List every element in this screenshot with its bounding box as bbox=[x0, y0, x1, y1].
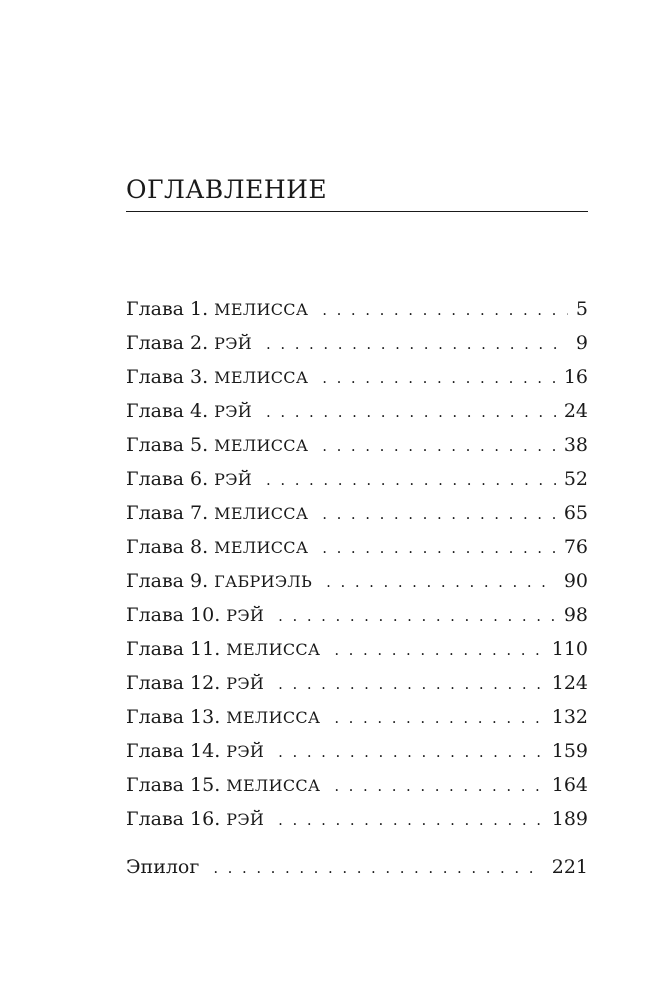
page-number: 76 bbox=[563, 536, 588, 558]
toc-entry-chapter-5[interactable] bbox=[126, 428, 588, 462]
dot-leader bbox=[334, 633, 543, 667]
chapter-name: РЭЙ bbox=[214, 470, 253, 489]
dot-leader bbox=[266, 463, 556, 497]
page-number: 38 bbox=[563, 434, 588, 456]
chapter-name: МЕЛИССА bbox=[214, 368, 309, 387]
toc-entry-chapter-14[interactable] bbox=[126, 734, 588, 768]
dot-leader bbox=[322, 531, 556, 565]
table-of-contents bbox=[126, 292, 588, 884]
dot-leader bbox=[278, 599, 556, 633]
chapter-label: Глава 9. bbox=[126, 570, 209, 592]
dot-leader bbox=[334, 769, 543, 803]
toc-entry-chapter-9[interactable] bbox=[126, 564, 588, 598]
page-number: 124 bbox=[551, 672, 588, 694]
page-number: 90 bbox=[563, 570, 588, 592]
page-number: 9 bbox=[575, 332, 588, 354]
page-number: 16 bbox=[563, 366, 588, 388]
chapter-label: Глава 7. bbox=[126, 502, 209, 524]
chapter-label: Глава 8. bbox=[126, 536, 209, 558]
dot-leader bbox=[322, 293, 568, 327]
toc-entry-chapter-4[interactable] bbox=[126, 394, 588, 428]
chapter-label: Глава 13. bbox=[126, 706, 221, 728]
page-number: 52 bbox=[563, 468, 588, 490]
toc-entry-chapter-10[interactable] bbox=[126, 598, 588, 632]
chapter-name: МЕЛИССА bbox=[214, 538, 309, 557]
chapter-label: Глава 1. bbox=[126, 298, 209, 320]
chapter-name: РЭЙ bbox=[226, 742, 265, 761]
chapter-label: Глава 11. bbox=[126, 638, 221, 660]
toc-entry-chapter-2[interactable] bbox=[126, 326, 588, 360]
toc-entry-epilogue[interactable] bbox=[126, 850, 588, 884]
chapter-name: РЭЙ bbox=[226, 674, 265, 693]
chapter-name: МЕЛИССА bbox=[214, 436, 309, 455]
chapter-label: Глава 4. bbox=[126, 400, 209, 422]
page-number: 159 bbox=[551, 740, 588, 762]
chapter-name: МЕЛИССА bbox=[226, 640, 321, 659]
toc-entry-chapter-8[interactable] bbox=[126, 530, 588, 564]
toc-entry-chapter-3[interactable] bbox=[126, 360, 588, 394]
page-number: 5 bbox=[575, 298, 588, 320]
chapter-label: Глава 6. bbox=[126, 468, 209, 490]
page-number: 189 bbox=[551, 808, 588, 830]
chapter-name: МЕЛИССА bbox=[214, 300, 309, 319]
dot-leader bbox=[326, 565, 556, 599]
title-divider bbox=[126, 211, 588, 212]
dot-leader bbox=[334, 701, 543, 735]
dot-leader bbox=[278, 667, 544, 701]
chapter-label: Глава 14. bbox=[126, 740, 221, 762]
chapter-label: Глава 15. bbox=[126, 774, 221, 796]
toc-entry-chapter-11[interactable] bbox=[126, 632, 588, 666]
toc-entry-chapter-1[interactable] bbox=[126, 292, 588, 326]
page-number: 98 bbox=[563, 604, 588, 626]
chapter-name: РЭЙ bbox=[214, 402, 253, 421]
dot-leader bbox=[322, 497, 556, 531]
toc-entry-chapter-12[interactable] bbox=[126, 666, 588, 700]
chapter-label: Глава 12. bbox=[126, 672, 221, 694]
chapter-name: МЕЛИССА bbox=[214, 504, 309, 523]
chapter-name: РЭЙ bbox=[226, 606, 265, 625]
dot-leader bbox=[278, 803, 544, 837]
toc-entry-chapter-6[interactable] bbox=[126, 462, 588, 496]
dot-leader bbox=[322, 361, 556, 395]
chapter-label: Глава 2. bbox=[126, 332, 209, 354]
dot-leader bbox=[266, 327, 568, 361]
page-number: 110 bbox=[551, 638, 588, 660]
chapter-name: МЕЛИССА bbox=[226, 708, 321, 727]
dot-leader bbox=[266, 395, 556, 429]
page-number: 164 bbox=[551, 774, 588, 796]
dot-leader bbox=[278, 735, 544, 769]
toc-entry-chapter-7[interactable] bbox=[126, 496, 588, 530]
chapter-name: РЭЙ bbox=[214, 334, 253, 353]
chapter-label: Глава 5. bbox=[126, 434, 209, 456]
chapter-name: РЭЙ bbox=[226, 810, 265, 829]
page-number: 132 bbox=[551, 706, 588, 728]
epilogue-label: Эпилог bbox=[126, 856, 200, 878]
dot-leader bbox=[213, 851, 543, 885]
chapter-name: ГАБРИЭЛЬ bbox=[214, 572, 313, 591]
toc-entry-chapter-16[interactable] bbox=[126, 802, 588, 836]
chapter-name: МЕЛИССА bbox=[226, 776, 321, 795]
page-title: ОГЛАВЛЕНИЕ bbox=[126, 175, 328, 204]
chapter-label: Глава 10. bbox=[126, 604, 221, 626]
page-number: 221 bbox=[551, 856, 588, 878]
toc-entry-chapter-13[interactable] bbox=[126, 700, 588, 734]
page-number: 24 bbox=[563, 400, 588, 422]
toc-entry-chapter-15[interactable] bbox=[126, 768, 588, 802]
dot-leader bbox=[322, 429, 556, 463]
page-number: 65 bbox=[563, 502, 588, 524]
chapter-label: Глава 3. bbox=[126, 366, 209, 388]
chapter-label: Глава 16. bbox=[126, 808, 221, 830]
